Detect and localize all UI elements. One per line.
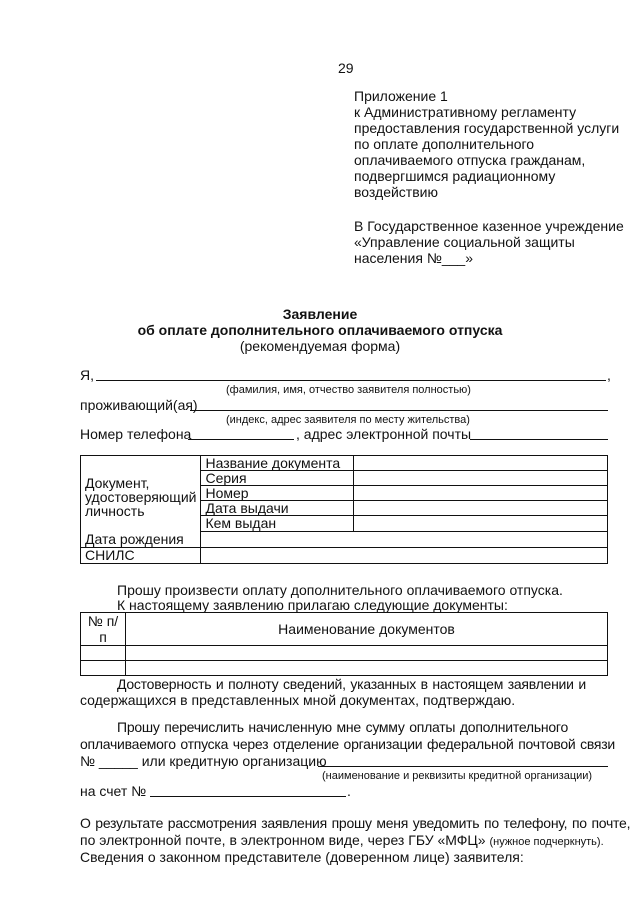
addressee-line: населения №___» (354, 250, 473, 266)
appendix-line: оплачиваемого отпуска гражданам, (354, 152, 586, 168)
doc-title: Заявление (282, 306, 358, 322)
col-number-header: № п/п (81, 613, 126, 646)
id-value-cell[interactable] (354, 486, 608, 501)
bank-caption: (наименование и реквизиты кредитной организации) (322, 770, 593, 782)
account-label: на счет № (80, 783, 147, 799)
doc-subtitle: об оплате дополнительного оплачиваемого отпуска (137, 322, 503, 338)
appendix-line: воздействию (354, 184, 438, 200)
address-caption: (индекс, адрес заявителя по месту жительства) (226, 414, 470, 426)
period-mark: . (347, 783, 351, 799)
birth-date-label: Дата рождения (81, 532, 201, 548)
id-row-label: Серия (201, 471, 354, 486)
appendix-line: предоставления государственной услуги (354, 120, 620, 136)
request-text: Прошу произвести оплату дополнительного оплачиваемого отпуска. (117, 582, 563, 598)
email-label: , адрес электронной почты (296, 426, 472, 442)
representative-label: Сведения о законном представителе (доверенном лице) заявителя: (80, 849, 524, 865)
notify-line: по электронной почте, в электронном виде, через ГБУ «МФЦ» (80, 832, 486, 848)
address-label: проживающий(ая) (80, 397, 198, 413)
applicant-name-caption: (фамилия, имя, отчество заявителя полностью) (226, 384, 471, 396)
attach-intro: К настоящему заявлению прилагаю следующие документы: (117, 597, 508, 613)
appendix-line: Приложение 1 (354, 88, 448, 104)
doc-num-cell[interactable] (81, 646, 126, 661)
doc-num-cell[interactable] (81, 661, 126, 676)
addressee-line: «Управление социальной защиты (354, 234, 575, 250)
id-row-label: Название документа (201, 456, 354, 471)
appendix-line: к Административному регламенту (354, 104, 577, 120)
phone-label: Номер телефона (80, 426, 192, 442)
page-number: 29 (338, 60, 354, 76)
notify-note: (нужное подчеркнуть). (489, 836, 604, 848)
postal-number-label: № _____ или кредитную организацию (80, 753, 327, 769)
id-row-label: Дата выдачи (201, 501, 354, 516)
identity-table (80, 455, 608, 564)
id-row-label: Кем выдан (201, 516, 354, 532)
doc-name-cell[interactable] (126, 646, 608, 661)
appendix-line: подвергшимся радиационному (354, 168, 556, 184)
confirm-line: содержащихся в представленных мной документах, подтверждаю. (80, 692, 516, 708)
bank-field[interactable] (318, 753, 608, 767)
col-name-header: Наименование документов (126, 613, 608, 646)
addressee-line: В Государственное казенное учреждение (354, 218, 624, 234)
transfer-line: оплачиваемого отпуска через отделение организации федеральной почтовой связи (80, 736, 615, 752)
id-value-cell[interactable] (354, 516, 608, 532)
id-group-label: Документ, удостоверяющий личность (81, 456, 201, 532)
transfer-line: Прошу перечислить начисленную мне сумму оплаты дополнительного (117, 719, 568, 735)
account-field[interactable] (150, 783, 346, 797)
id-value-cell[interactable] (354, 471, 608, 486)
doc-name-cell[interactable] (126, 661, 608, 676)
appendix-line: по оплате дополнительного (354, 136, 535, 152)
documents-table (80, 612, 608, 676)
phone-field[interactable] (188, 426, 294, 440)
notify-line: О результате рассмотрения заявления прошу меня уведомить по телефону, по почте, (80, 815, 631, 831)
snils-label: СНИЛС (81, 548, 201, 564)
id-value-cell[interactable] (354, 456, 608, 471)
applicant-name-field[interactable] (96, 367, 606, 381)
id-row-label: Номер (201, 486, 354, 501)
applicant-name-label: Я, (80, 367, 94, 383)
email-field[interactable] (470, 426, 608, 440)
confirm-line: Достоверность и полноту сведений, указанных в настоящем заявлении и (117, 676, 586, 692)
doc-form-note: (рекомендуемая форма) (239, 338, 401, 354)
comma-mark: , (607, 367, 611, 383)
address-field[interactable] (190, 397, 608, 411)
birth-date-cell[interactable] (201, 532, 608, 548)
id-value-cell[interactable] (354, 501, 608, 516)
snils-cell[interactable] (201, 548, 608, 564)
